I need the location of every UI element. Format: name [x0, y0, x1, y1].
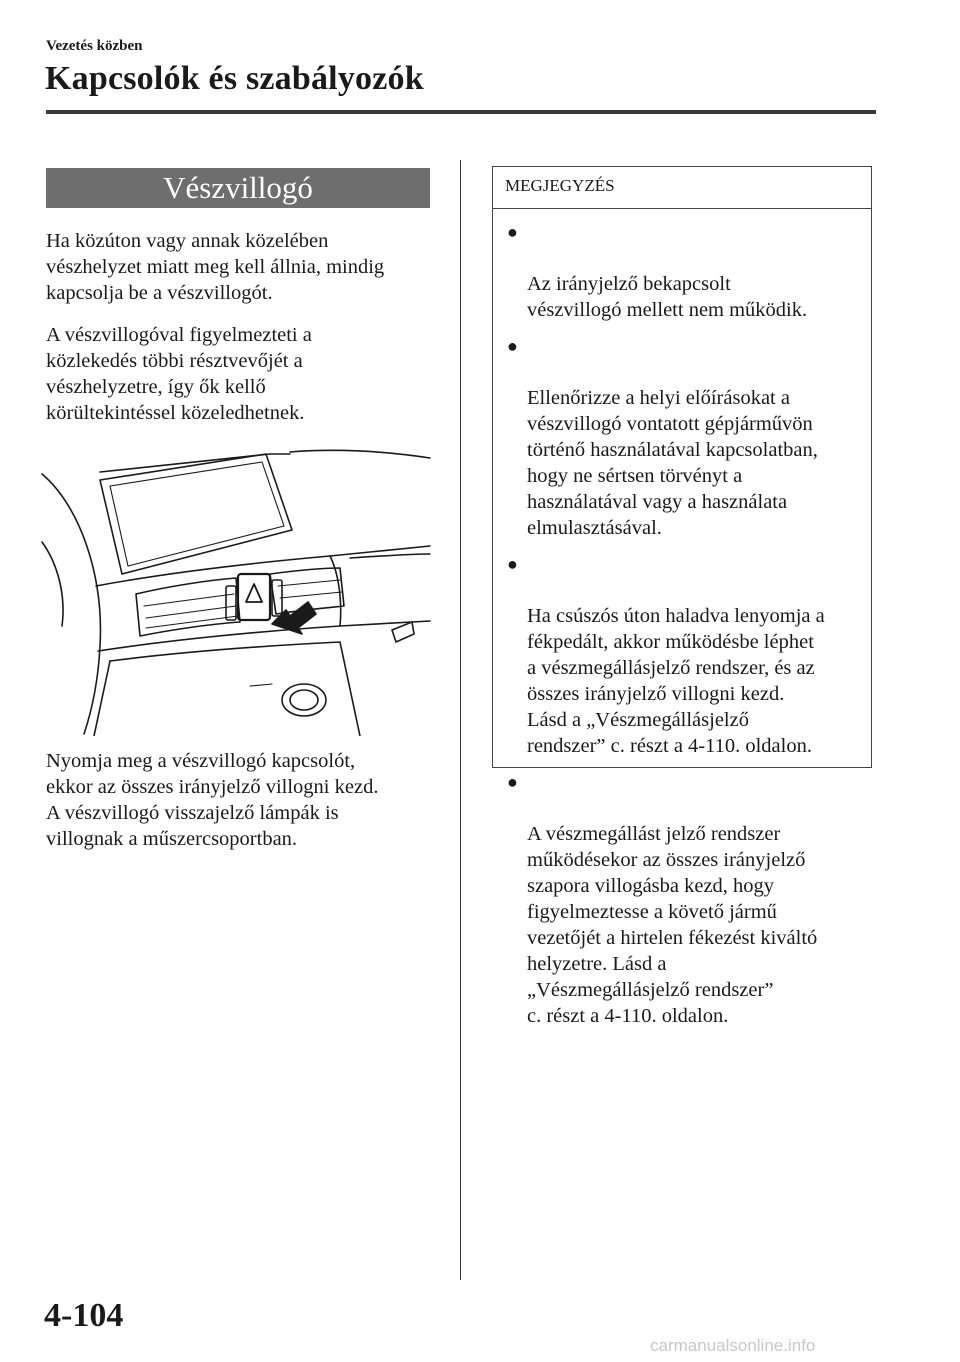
bullet-icon: ●: [507, 554, 518, 574]
header-rule: [46, 110, 876, 114]
note-item: [493, 333, 871, 541]
dashboard-hazard-switch-illustration: [40, 446, 432, 736]
note-item: [493, 769, 871, 1029]
note-list: [493, 219, 871, 1039]
intro-paragraph: Ha közúton vagy annak közelében vészhelyzet miatt meg kell állnia, mindig kapcsolja be a vészvillogót.: [46, 230, 385, 304]
breadcrumb: Vezetés közben: [46, 38, 143, 54]
page-number: 4-104: [44, 1297, 124, 1334]
note-heading: MEGJEGYZÉS: [493, 167, 871, 209]
warning-paragraph: A vészvillogóval figyelmezteti a közlekedés többi résztvevőjét a vészhelyzetre, így ők kellő körültekintéssel közeledhetnek.: [46, 324, 312, 424]
note-box: [492, 166, 872, 1027]
note-item: [493, 551, 871, 759]
bullet-icon: ●: [507, 336, 518, 356]
chapter-title: Kapcsolók és szabályozók: [45, 60, 424, 97]
bullet-icon: ●: [507, 772, 518, 792]
section-title: Vészvillogó: [46, 168, 430, 208]
note-item-text: Az irányjelző bekapcsolt vészvillogó mellett nem működik.: [527, 273, 808, 321]
note-item-text: A vészmegállást jelző rendszer működésekor az összes irányjelző szapora villogásba kezd, hogy figyelmeztesse a követő jármű vezetőjét a hirtelen fékezést kiváltó helyzetre. Lásd a „Vészmegállásjelző rendszer” c. részt a 4-110. oldalon.: [527, 823, 818, 1027]
instruction-paragraph: Nyomja meg a vészvillogó kapcsolót, ekkor az összes irányjelző villogni kezd. A vészvillogó visszajelző lámpák is villognak a műszercsoportban.: [46, 750, 379, 850]
note-item-text: Ha csúszós úton haladva lenyomja a fékpedált, akkor működésbe léphet a vészmegállásjelző rendszer, és az összes irányjelző villogni kezd. Lásd a „Vészmegállásjelző rendszer” c. részt a 4-110. oldalon.: [527, 605, 825, 757]
column-divider: [460, 160, 461, 1280]
note-item: [493, 219, 871, 323]
note-item-text: Ellenőrizze a helyi előírásokat a vészvillogó vontatott gépjárművön történő használatával kapcsolatban, hogy ne sértsen törvényt a használatával vagy a használata elmulasztásával.: [527, 387, 818, 539]
watermark: carmanualsonline.info: [650, 1336, 816, 1355]
bullet-icon: ●: [507, 222, 518, 242]
